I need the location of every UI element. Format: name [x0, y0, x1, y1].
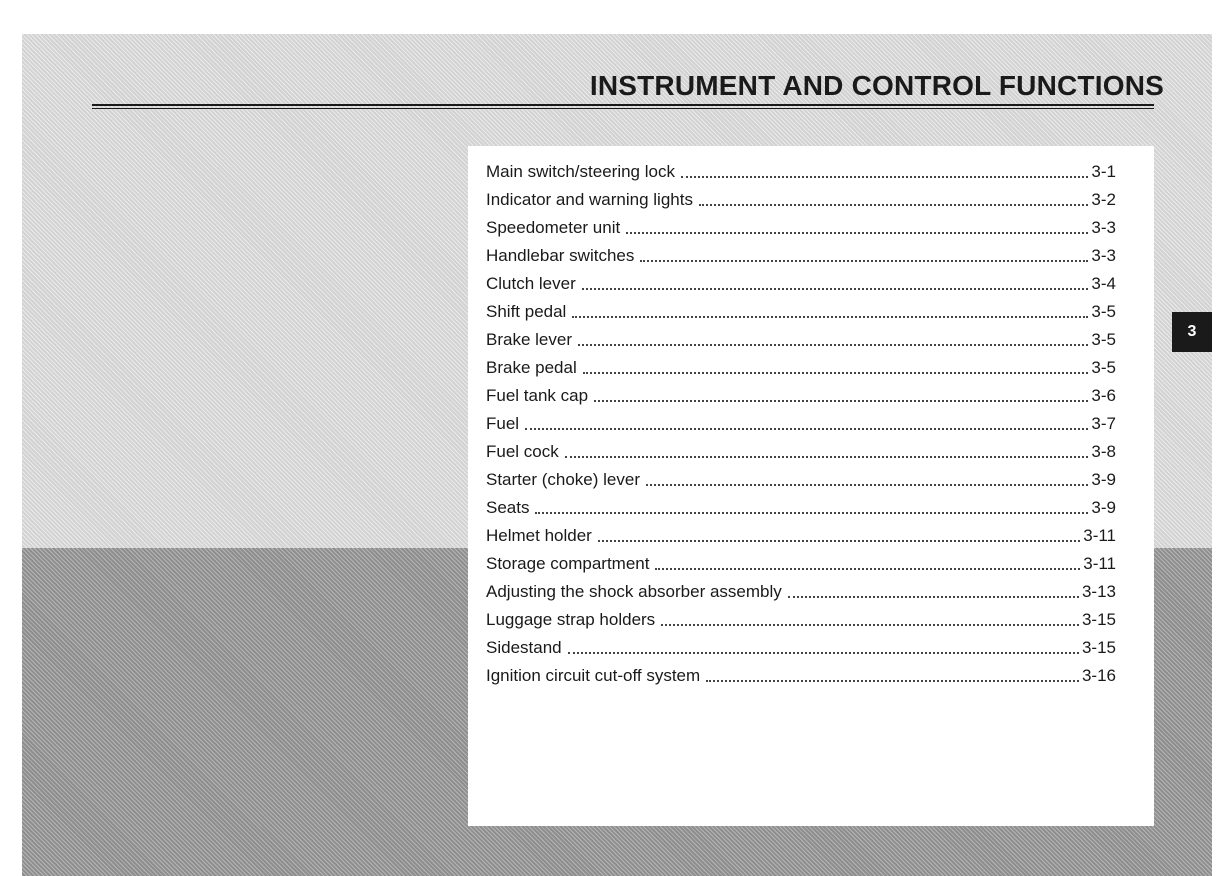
- toc-entry[interactable]: [486, 410, 1116, 438]
- toc-dot-leader: [594, 400, 1088, 402]
- toc-dot-leader: [626, 232, 1088, 234]
- toc-entry-page: 3-15: [1081, 638, 1116, 657]
- toc-dot-leader: [578, 344, 1088, 346]
- toc-entry[interactable]: [486, 438, 1116, 466]
- toc-dot-leader: [646, 484, 1088, 486]
- toc-dot-leader: [661, 624, 1079, 626]
- toc-dot-leader: [582, 288, 1089, 290]
- toc-entry-page: 3-9: [1091, 498, 1116, 517]
- toc-entry[interactable]: [486, 186, 1116, 214]
- toc-dot-leader: [706, 680, 1079, 682]
- toc-entry[interactable]: [486, 270, 1116, 298]
- toc-dot-leader: [699, 204, 1088, 206]
- toc-entry-page: 3-5: [1091, 358, 1116, 377]
- toc-entry-label: Shift pedal: [486, 302, 567, 321]
- toc-entry[interactable]: [486, 242, 1116, 270]
- toc-entry-label: Storage compartment: [486, 554, 650, 573]
- toc-entry-label: Adjusting the shock absorber assembly: [486, 582, 782, 601]
- toc-entry-label: Sidestand: [486, 638, 562, 657]
- toc-dot-leader: [655, 568, 1080, 570]
- toc-dot-leader: [568, 652, 1079, 654]
- toc-entry-page: 3-5: [1091, 330, 1116, 349]
- toc-entry-page: 3-1: [1091, 162, 1116, 181]
- toc-dot-leader: [788, 596, 1079, 598]
- toc-entry-page: 3-3: [1091, 218, 1116, 237]
- toc-dot-leader: [681, 176, 1088, 178]
- toc-entry-label: Seats: [486, 498, 530, 517]
- toc-entry-label: Handlebar switches: [486, 246, 635, 265]
- toc-entry-page: 3-2: [1091, 190, 1116, 209]
- toc-entry-label: Fuel tank cap: [486, 386, 589, 405]
- toc-entry-label: Indicator and warning lights: [486, 190, 693, 209]
- toc-entry-label: Luggage strap holders: [486, 610, 656, 629]
- page-title: INSTRUMENT AND CONTROL FUNCTIONS: [589, 70, 1164, 101]
- toc-entry-page: 3-13: [1081, 582, 1116, 601]
- toc-entry[interactable]: [486, 578, 1116, 606]
- toc-entry-page: 3-4: [1091, 274, 1116, 293]
- toc-entry-page: 3-9: [1091, 470, 1116, 489]
- toc-entry[interactable]: [486, 522, 1116, 550]
- toc-dot-leader: [598, 540, 1080, 542]
- toc-entry[interactable]: [486, 466, 1116, 494]
- toc-entry-label: Clutch lever: [486, 274, 576, 293]
- toc-dot-leader: [525, 428, 1088, 430]
- table-of-contents: [468, 146, 1154, 826]
- toc-entry[interactable]: [486, 298, 1116, 326]
- toc-entry[interactable]: [486, 494, 1116, 522]
- toc-entry[interactable]: [486, 606, 1116, 634]
- toc-entry-label: Ignition circuit cut-off system: [486, 666, 701, 685]
- toc-entry-page: 3-5: [1091, 302, 1116, 321]
- toc-dot-leader: [572, 316, 1088, 318]
- toc-list: [486, 158, 1116, 690]
- toc-entry[interactable]: [486, 158, 1116, 186]
- toc-entry-page: 3-7: [1091, 414, 1116, 433]
- toc-entry[interactable]: [486, 214, 1116, 242]
- toc-entry-page: 3-16: [1081, 666, 1116, 685]
- toc-entry-label: Helmet holder: [486, 526, 592, 545]
- toc-entry[interactable]: [486, 634, 1116, 662]
- toc-entry-page: 3-3: [1091, 246, 1116, 265]
- toc-entry[interactable]: [486, 662, 1116, 690]
- toc-dot-leader: [535, 512, 1088, 514]
- toc-entry[interactable]: [486, 354, 1116, 382]
- toc-entry[interactable]: [486, 326, 1116, 354]
- title-underline: [92, 104, 1154, 109]
- toc-entry-page: 3-11: [1083, 526, 1116, 545]
- toc-dot-leader: [583, 372, 1089, 374]
- toc-entry-page: 3-11: [1083, 554, 1116, 573]
- toc-entry-label: Brake lever: [486, 330, 572, 349]
- toc-entry-label: Starter (choke) lever: [486, 470, 640, 489]
- toc-entry-label: Main switch/steering lock: [486, 162, 675, 181]
- toc-entry-page: 3-8: [1091, 442, 1116, 461]
- toc-dot-leader: [565, 456, 1089, 458]
- toc-entry-label: Fuel cock: [486, 442, 559, 461]
- chapter-tab[interactable]: 3: [1172, 312, 1212, 352]
- toc-entry-page: 3-15: [1081, 610, 1116, 629]
- toc-entry-label: Brake pedal: [486, 358, 577, 377]
- toc-entry[interactable]: [486, 550, 1116, 578]
- toc-entry-page: 3-6: [1091, 386, 1116, 405]
- toc-dot-leader: [640, 260, 1088, 262]
- toc-entry-label: Fuel: [486, 414, 520, 433]
- toc-entry-label: Speedometer unit: [486, 218, 621, 237]
- toc-entry[interactable]: [486, 382, 1116, 410]
